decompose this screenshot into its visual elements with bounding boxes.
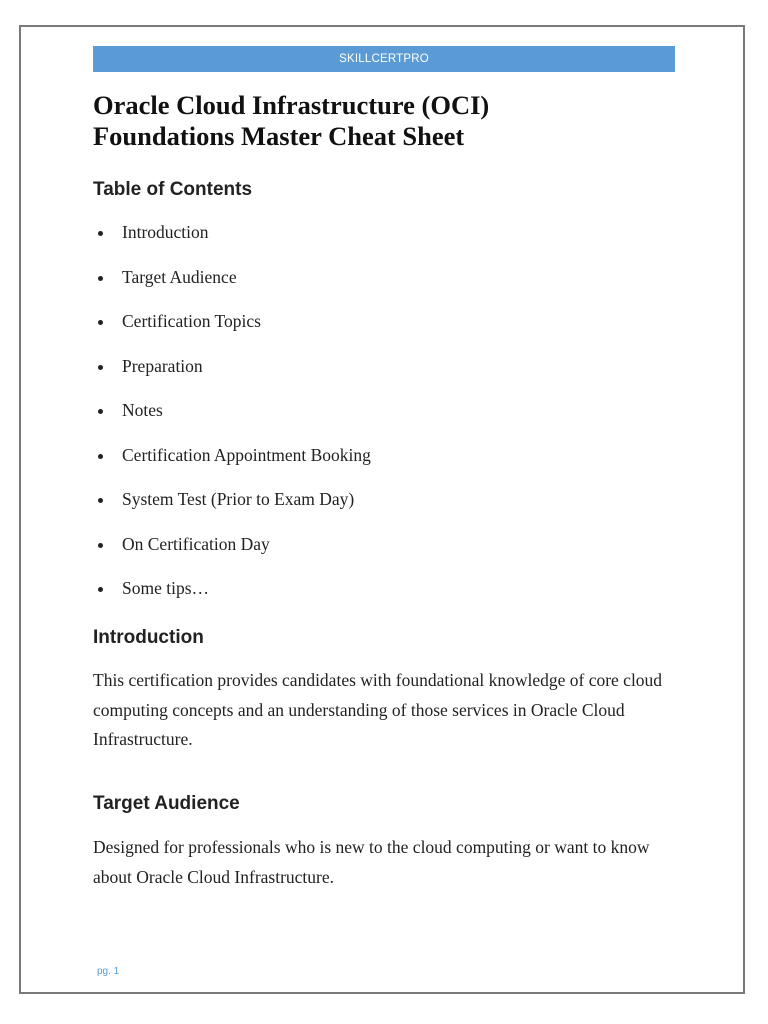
target-audience-heading: Target Audience [93, 793, 240, 814]
document-title [93, 90, 693, 152]
introduction-heading: Introduction [93, 627, 204, 648]
toc-item-label: Notes [122, 400, 163, 420]
bullet-icon [98, 320, 103, 325]
bullet-icon [98, 231, 103, 236]
introduction-body: This certification provides candidates with foundational knowledge of core cloud computing concepts and an understanding of those services in Oracle Cloud Infrastructure. [93, 670, 663, 749]
toc-item-preparation[interactable] [93, 354, 653, 399]
bullet-icon [98, 454, 103, 459]
title-line-2: Foundations Master Cheat Sheet [93, 121, 465, 151]
toc-item-introduction[interactable] [93, 220, 653, 265]
toc-heading: Table of Contents [93, 179, 253, 200]
bullet-icon [98, 365, 103, 370]
bullet-icon [98, 498, 103, 503]
toc-item-label: On Certification Day [122, 533, 270, 554]
bullet-icon [98, 409, 103, 414]
toc-item-label: Preparation [122, 355, 203, 376]
title-line-1: Oracle Cloud Infrastructure (OCI) [93, 90, 490, 120]
toc-list [93, 220, 653, 621]
toc-item-appointment-booking[interactable] [93, 443, 653, 488]
toc-item-label: Certification Appointment Booking [122, 444, 371, 465]
bullet-icon [98, 587, 103, 592]
toc-item-notes[interactable] [93, 398, 653, 443]
toc-item-system-test[interactable] [93, 487, 653, 532]
toc-item-label: Some tips… [122, 578, 210, 598]
toc-item-label: Target Audience [122, 266, 237, 287]
toc-item-target-audience[interactable] [93, 265, 653, 310]
bullet-icon [98, 543, 103, 548]
toc-item-certification-day[interactable] [93, 532, 653, 577]
toc-item-label: System Test (Prior to Exam Day) [122, 489, 355, 509]
toc-item-label: Certification Topics [122, 311, 261, 331]
toc-item-some-tips[interactable] [93, 576, 653, 621]
page-number: pg. 1 [97, 966, 120, 977]
toc-item-label: Introduction [122, 222, 209, 242]
target-audience-body: Designed for professionals who is new to the cloud computing or want to know about Oracle Cloud Infrastructure. [93, 837, 650, 887]
bullet-icon [98, 276, 103, 281]
toc-item-certification-topics[interactable] [93, 309, 653, 354]
brand-label: SKILLCERTPRO [339, 53, 429, 65]
header-banner [93, 46, 675, 72]
